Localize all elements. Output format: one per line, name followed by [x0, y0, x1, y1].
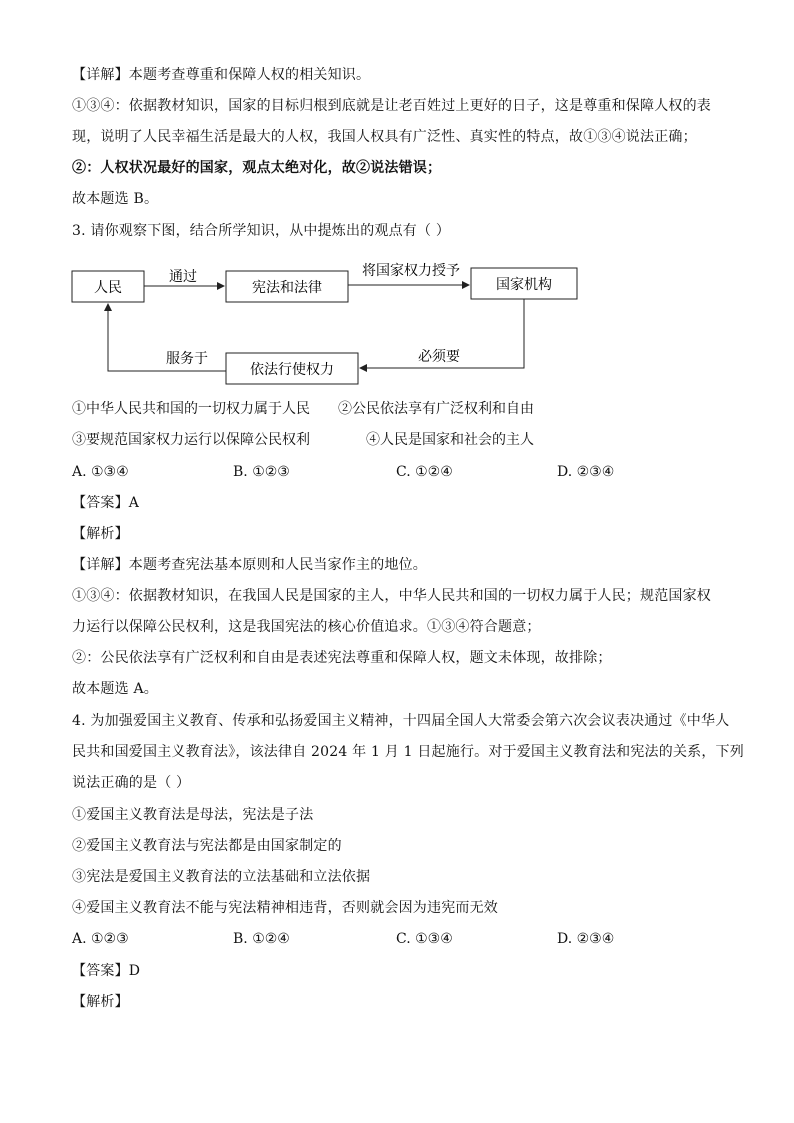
q3-option-a: A. ①③④	[72, 464, 129, 480]
q3-answer: 【答案】A	[72, 495, 140, 511]
q3-stem: 3. 请你观察下图，结合所学知识，从中提炼出的观点有（ ）	[72, 223, 451, 239]
q2-conclusion: 故本题选 B。	[72, 191, 159, 207]
q3-option-c: C. ①②④	[396, 464, 453, 480]
q4-item-2: ②爱国主义教育法与宪法都是由国家制定的	[72, 838, 342, 854]
q3-item-3: ③要规范国家权力运行以保障公民权利	[72, 432, 310, 448]
q4-analysis: 【解析】	[72, 994, 129, 1010]
q4-item-3: ③宪法是爱国主义教育法的立法基础和立法依据	[72, 869, 371, 885]
q2-detail-heading: 【详解】本题考查尊重和保障人权的相关知识。	[72, 67, 371, 83]
box-state-organs	[471, 268, 577, 299]
q3-option-b: B. ①②③	[233, 464, 290, 480]
q3-item-4: ④人民是国家和社会的主人	[366, 432, 534, 448]
q4-item-4: ④爱国主义教育法不能与宪法精神相违背，否则就会因为违宪而无效	[72, 900, 498, 916]
box-exercise-power	[226, 353, 358, 384]
q2-detail-line-2: 现，说明了人民幸福生活是最大的人权，我国人权具有广泛性、真实性的特点，故①③④说法正确；	[72, 129, 697, 145]
q4-option-b: B. ①②④	[233, 931, 290, 947]
q4-stem-line-2: 民共和国爱国主义教育法》，该法律自 2024 年 1 月 1 日起施行。对于爱国主义教育法和宪法的关系，下列	[72, 744, 744, 760]
q4-item-1: ①爱国主义教育法是母法，宪法是子法	[72, 807, 314, 823]
q3-item-1: ①中华人民共和国的一切权力属于人民	[72, 401, 310, 417]
box-people-label: 人民	[94, 280, 122, 296]
q4-option-d: D. ②③④	[557, 931, 615, 947]
box-state-organs-label: 国家机构	[496, 277, 552, 293]
arrow-must-label: 必须要	[418, 349, 460, 365]
q4-option-a: A. ①②③	[72, 931, 129, 947]
q3-detail-heading: 【详解】本题考查宪法基本原则和人民当家作主的地位。	[72, 557, 427, 573]
q3-detail-line-3: ②：公民依法享有广泛权利和自由是表述宪法尊重和保障人权，题文未体现，故排除；	[72, 650, 612, 666]
q3-flow-diagram	[0, 0, 794, 400]
q4-option-c: C. ①③④	[396, 931, 453, 947]
q4-answer: 【答案】D	[72, 963, 141, 979]
q3-detail-line-1: ①③④：依据教材知识，在我国人民是国家的主人，中华人民共和国的一切权力属于人民；规范国家权	[72, 588, 711, 604]
q3-conclusion: 故本题选 A。	[72, 681, 158, 697]
q3-option-d: D. ②③④	[557, 464, 615, 480]
box-constitution-law	[226, 271, 348, 302]
box-exercise-power-label: 依法行使权力	[250, 362, 334, 378]
q3-analysis: 【解析】	[72, 526, 129, 542]
box-people	[72, 271, 144, 302]
q2-detail-line-1: ①③④：依据教材知识，国家的目标归根到底就是让老百姓过上更好的日子，这是尊重和保障人权的表	[72, 98, 711, 114]
q4-stem-line-3: 说法正确的是（ ）	[72, 775, 191, 791]
arrow-serve-label: 服务于	[166, 351, 208, 367]
q3-item-2: ②公民依法享有广泛权利和自由	[338, 401, 534, 417]
q2-detail-line-3: ②：人权状况最好的国家，观点太绝对化，故②说法错误；	[72, 160, 442, 176]
q4-stem-line-1: 4. 为加强爱国主义教育、传承和弘扬爱国主义精神，十四届全国人大常委会第六次会议表决通过《中华人	[72, 713, 730, 729]
q3-detail-line-2: 力运行以保障公民权利，这是我国宪法的核心价值追求。①③④符合题意；	[72, 619, 541, 635]
arrow-grant-label: 将国家权力授予	[362, 263, 460, 279]
box-constitution-law-label: 宪法和法律	[252, 280, 322, 296]
arrow-through-label: 通过	[169, 269, 197, 285]
